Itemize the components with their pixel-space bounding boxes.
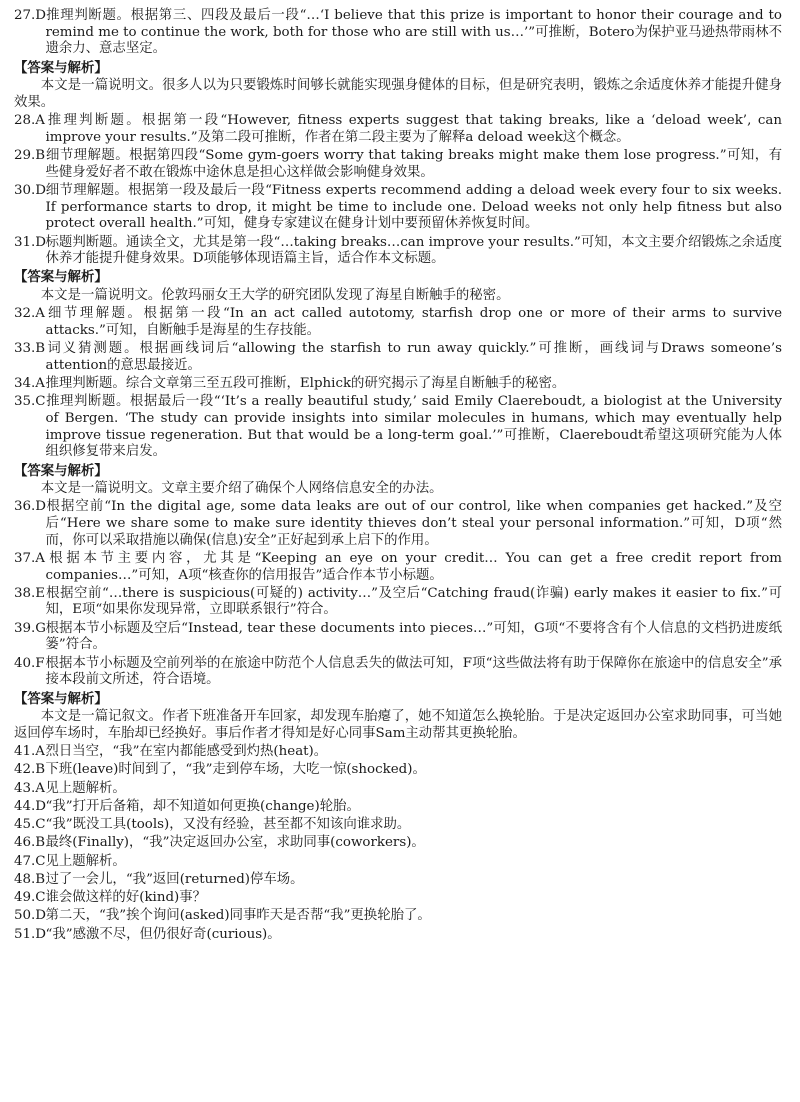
answer-explanation: 词义猜测题。根据画线词后“allowing the starfish to run away quickly.”可推断，画线词与Draws someone’s attention的意思最接近。 — [45, 341, 782, 373]
answer-number: 42.B — [14, 762, 46, 778]
answer-item — [14, 744, 782, 761]
answer-explanation: 细节理解题。根据第四段“Some gym-goers worry that taking breaks might make them lose progress.”可知，有些健身爱好者不敢在锻炼中途休息是担心这样做会影响健身效果。 — [45, 147, 782, 180]
passage-summary: 本文是一篇说明文。文章主要介绍了确保个人网络信息安全的办法。 — [40, 480, 443, 496]
answer-item — [14, 586, 782, 619]
answer-explanation: 见上题解析。 — [45, 853, 126, 869]
answer-item — [14, 799, 782, 816]
answer-number: 35.C — [14, 394, 46, 410]
answer-number: 29.B — [14, 147, 46, 163]
answer-number: 51.D — [14, 926, 47, 942]
answer-explanation: “我”打开后备箱，却不知道如何更换(change)轮胎。 — [45, 798, 360, 814]
section-header: 【答案与解析】 — [14, 59, 108, 76]
answer-number: 50.D — [14, 908, 47, 924]
answer-number: 39.G — [14, 620, 46, 636]
answer-number: 36.D — [14, 499, 47, 515]
answer-explanation: 标题判断题。通读全文，尤其是第一段“…taking breaks…can improve your results.”可知，本文主要介绍锻炼之余适度休养才能提升健身效果。D项能够体现语篇主旨，适合作本文标题。 — [45, 234, 782, 267]
passage-summary: 本文是一篇说明文。伦敦玛丽女王大学的研究团队发现了海星自断触手的秘密。 — [40, 287, 510, 303]
answer-item — [14, 908, 782, 925]
answer-item — [14, 499, 782, 549]
answer-item — [14, 306, 782, 339]
answer-explanation: 推理判断题。根据最后一段“‘It’s a really beautiful study,’ said Emily Claereboudt, a biologist at the University of Bergen. ‘The study can provide insights into similar molecules in humans, which may eventually help improve tissue regeneration. But that would be a long-term goal.’”可推断，Claereboudt希望这项研究能为人体组织修复带来启发。 — [45, 394, 782, 460]
section-header: 【答案与解析】 — [14, 269, 108, 286]
answer-explanation: 第二天，“我”挨个询问(asked)同事昨天是否帮“我”更换轮胎了。 — [45, 908, 431, 924]
answer-explanation: 烈日当空，“我”在室内都能感受到灼热(heat)。 — [45, 743, 328, 759]
answer-explanation: 最终(Finally)，“我”决定返回办公室，求助同事(coworkers)。 — [45, 835, 425, 851]
answer-item — [14, 551, 782, 584]
answer-item — [14, 927, 782, 944]
section-header: 【答案与解析】 — [14, 462, 108, 479]
answer-item — [14, 341, 782, 374]
answer-item — [14, 148, 782, 181]
answer-explanation: 推理判断题。根据第一段“However, fitness experts suggest that taking breaks, like a ‘deload week’, can improve your results.”及第二段可推断，作者在第二段主要为了解释a deload week这个概念。 — [45, 112, 782, 145]
answer-item — [14, 854, 782, 871]
answer-number: 40.F — [14, 655, 45, 671]
answer-explanation: 根据空前“…there is suspicious(可疑的) activity…”及空后“Catching fraud(诈骗) early makes it easier to fix.”可知，E项“如果你发现异常，立即联系银行”符合。 — [45, 585, 782, 618]
answer-section — [14, 269, 782, 461]
answer-item — [14, 817, 782, 834]
passage-summary: 本文是一篇说明文。很多人以为只要锻炼时间够长就能实现强身健体的目标，但是研究表明，锻炼之余适度休养才能提升健身效果。 — [14, 77, 782, 110]
answer-explanation: 推理判断题。综合文章第三至五段可推断，Elphick的研究揭示了海星自断触手的秘密。 — [45, 375, 566, 391]
answer-number: 43.A — [14, 780, 45, 796]
answer-explanation: 过了一会儿，“我”返回(returned)停车场。 — [45, 871, 304, 887]
answer-item — [14, 8, 782, 58]
answer-number: 34.A — [14, 375, 45, 391]
answer-explanation: 根据本节小标题及空前列举的在旅途中防范个人信息丢失的做法可知，F项“这些做法将有助于保障你在旅途中的信息安全”承接本段前文所述，符合语境。 — [45, 655, 782, 688]
answer-explanation: 见上题解析。 — [45, 780, 126, 796]
answer-explanation: “我”感激不尽，但仍很好奇(curious)。 — [45, 926, 281, 942]
answer-explanation: 根据本节主要内容，尤其是“Keeping an eye on your credit… You can get a free credit report from companies…”可知，A项“核查你的信用报告”适合作本节小标题。 — [45, 550, 782, 583]
answer-section — [14, 8, 782, 58]
answer-number: 31.D — [14, 234, 47, 250]
answer-number: 32.A — [14, 306, 45, 322]
answer-explanation: 细节理解题。根据第一段及最后一段“Fitness experts recommend adding a deload week every four to six weeks. If performance starts to drop, it might be time to include one. Deload weeks not only help fitness but also protect overall health.”可知，健身专家建议在健身计划中要预留休养恢复时间。 — [45, 182, 782, 232]
answer-item — [14, 835, 782, 852]
answer-number: 27.D — [14, 8, 47, 23]
answer-number: 45.C — [14, 817, 46, 833]
answer-explanation: 根据本节小标题及空后“Instead, tear these documents into pieces…”可知，G项“不要将含有个人信息的文档扔进废纸篓”符合。 — [45, 620, 782, 653]
answer-item — [14, 394, 782, 461]
answer-explanation: 根据空前“In the digital age, some data leaks are out of our control, like when companies get hacked.”及空后“Here we share some to make sure identity thieves don’t steal your personal information.”可知，D项“然而，你可以采取措施以确保(信息)安全”正好起到承上启下的作用。 — [45, 499, 782, 548]
answer-item — [14, 235, 782, 268]
answer-number: 48.B — [14, 871, 46, 887]
answer-item — [14, 376, 782, 393]
answer-explanation: 谁会做这样的好(kind)事？ — [45, 890, 207, 906]
answer-section — [14, 60, 782, 268]
answer-number: 38.E — [14, 585, 46, 601]
answer-number: 46.B — [14, 835, 46, 851]
answer-item — [14, 656, 782, 689]
answer-item — [14, 872, 782, 889]
answer-item — [14, 762, 782, 779]
answer-explanation: 下班(leave)时间到了，“我”走到停车场，大吃一惊(shocked)。 — [45, 762, 426, 778]
answer-explanation: 细节理解题。根据第一段“In an act called autotomy, starfish drop one or more of their arms to survive attacks.”可知，自断触手是海星的生存技能。 — [45, 306, 782, 338]
answer-number: 33.B — [14, 341, 46, 356]
answer-item — [14, 781, 782, 798]
answer-number: 41.A — [14, 743, 45, 759]
answer-number: 28.A — [14, 112, 45, 128]
answer-item — [14, 113, 782, 146]
answer-number: 49.C — [14, 890, 46, 906]
answer-number: 44.D — [14, 798, 47, 814]
answer-section — [14, 463, 782, 690]
answer-number: 47.C — [14, 853, 46, 869]
answer-item — [14, 890, 782, 907]
answer-section — [14, 691, 782, 944]
answer-item — [14, 183, 782, 233]
answer-number: 37.A — [14, 550, 45, 566]
passage-summary: 本文是一篇记叙文。作者下班准备开车回家，却发现车胎瘪了，她不知道怎么换轮胎。于是决定返回办公室求助同事，可当她返回停车场时，车胎却已经换好。事后作者才得知是好心同事Sam主动帮其更换轮胎。 — [14, 708, 782, 741]
answer-item — [14, 621, 782, 654]
answer-number: 30.D — [14, 182, 47, 198]
section-header: 【答案与解析】 — [14, 690, 108, 707]
answer-explanation: “我”既没工具(tools)，又没有经验，甚至都不知该向谁求助。 — [45, 817, 411, 833]
answer-explanation: 推理判断题。根据第三、四段及最后一段“…‘I believe that this prize is important to honor their courage and to remind me to continue the work, both for those who are still with us…’”可推断，Botero为保护亚马逊热带雨林不遗余力、意志坚定。 — [45, 8, 782, 57]
